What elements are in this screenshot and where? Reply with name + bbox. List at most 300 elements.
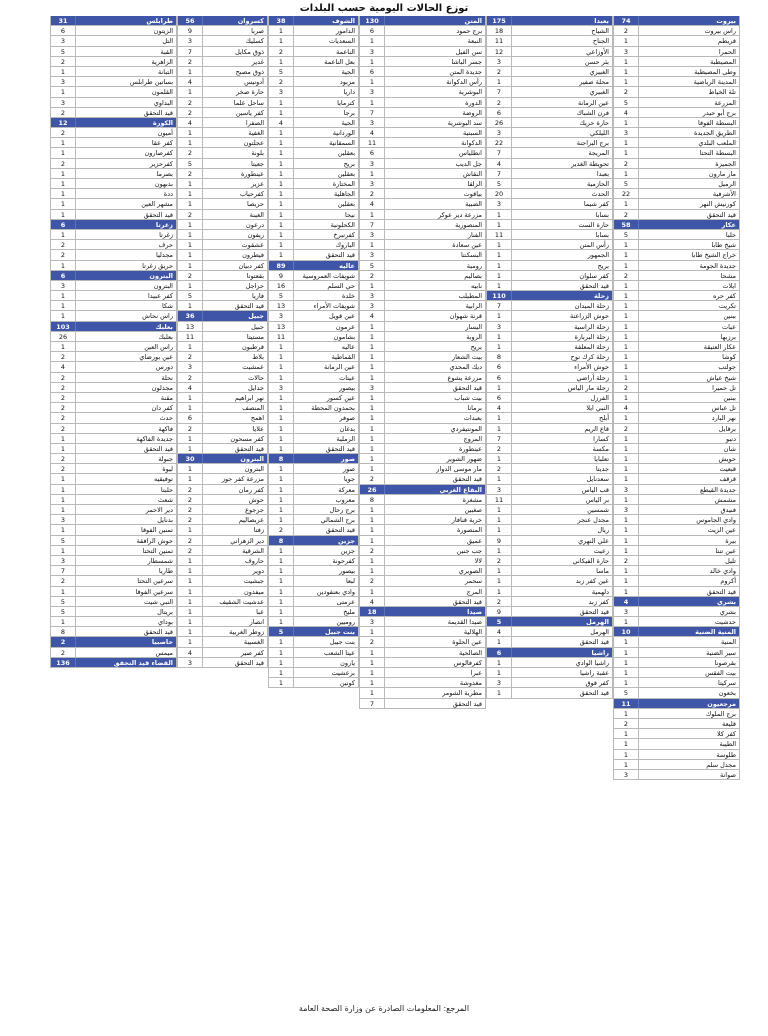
town-name: كفر ياسين (235, 108, 264, 117)
town-name: عبرا (470, 669, 482, 677)
town-name: عين سعادة (452, 241, 482, 250)
town-name: بئر حسن (584, 57, 609, 66)
town-count: 5 (269, 291, 294, 300)
town-name: قيد التحقق (325, 251, 355, 260)
town-count: 1 (360, 678, 385, 687)
table-row (359, 311, 486, 321)
town-name: مزبود (339, 78, 355, 87)
town-name: شمسطار (147, 556, 173, 565)
town-count: 1 (614, 576, 639, 585)
table-row (268, 250, 359, 260)
town-name: جزين (340, 546, 355, 555)
district-name: جبيل (248, 312, 264, 321)
town-count: 1 (269, 98, 294, 107)
town-count: 1 (614, 587, 639, 596)
town-count: 1 (51, 444, 76, 453)
table-row (50, 301, 177, 311)
table-row (268, 128, 359, 138)
town-count: 1 (269, 434, 294, 443)
town-name: بلونة (251, 149, 264, 158)
table-row (613, 485, 740, 495)
town-name: المرج (466, 587, 482, 596)
town-name: الصويري (458, 567, 482, 576)
town-count: 1 (178, 240, 203, 249)
town-count: 2 (614, 87, 639, 96)
table-row (50, 566, 177, 576)
town-name: الغينة (249, 210, 264, 219)
town-count: 1 (269, 189, 294, 198)
table-row (177, 250, 268, 260)
district-name: المنية الضنية (695, 628, 736, 637)
table-row (50, 291, 177, 301)
district-header-row (50, 271, 177, 281)
town-count: 1 (614, 77, 639, 86)
town-name: الحازمية (586, 180, 609, 188)
town-count: 11 (487, 495, 512, 504)
town-name: انصار (249, 618, 264, 627)
town-name: زوطر الغربية (229, 628, 264, 637)
town-name: حالات (248, 373, 264, 382)
town-name: المنية (721, 638, 736, 647)
town-name: نهر ابراهيم (234, 393, 264, 402)
town-name: بعبدا (596, 169, 609, 178)
town-name: يارون (340, 658, 355, 667)
table-row (613, 26, 740, 36)
table-row (177, 617, 268, 627)
town-count: 1 (269, 464, 294, 473)
table-row (50, 159, 177, 169)
town-count: 6 (487, 362, 512, 371)
town-name: بعلبك (158, 332, 173, 341)
town-count: 11 (178, 332, 203, 341)
town-name: حدث (159, 414, 173, 423)
town-count: 5 (269, 67, 294, 76)
town-name: المطيلب (458, 292, 482, 301)
town-count: 1 (178, 189, 203, 198)
town-count: 1 (360, 505, 385, 514)
table-row (613, 159, 740, 169)
table-row (50, 607, 177, 617)
town-name: سحمر (465, 577, 482, 586)
district-header-row (359, 16, 486, 26)
town-count: 6 (360, 26, 385, 35)
town-count: 2 (178, 485, 203, 494)
table-row (486, 495, 613, 505)
table-row (177, 515, 268, 525)
table-row (613, 362, 740, 372)
town-count: 1 (487, 342, 512, 351)
table-row (486, 250, 613, 260)
town-count: 5 (51, 607, 76, 616)
town-name: عين بورضاي (139, 353, 173, 362)
town-count: 11 (360, 138, 385, 147)
table-row (486, 98, 613, 108)
town-count: 3 (487, 57, 512, 66)
town-count: 2 (178, 98, 203, 107)
town-count: 1 (51, 525, 76, 534)
town-count: 1 (487, 688, 512, 697)
town-name: الطيبة (719, 740, 736, 749)
town-name: حريق زغرتا (142, 261, 173, 270)
town-name: قيد التحقق (143, 210, 173, 219)
town-count: 1 (178, 637, 203, 646)
town-count: 1 (614, 281, 639, 290)
district-header-row (486, 617, 613, 627)
district-count: 18 (360, 607, 385, 616)
town-count: 3 (487, 199, 512, 208)
town-name: تحويطة الغدير (571, 159, 609, 168)
district-count: 130 (360, 16, 385, 25)
town-count: 5 (614, 179, 639, 188)
town-name: عاليه (341, 343, 355, 351)
table-row (359, 271, 486, 281)
town-name: صغبين (464, 506, 482, 514)
town-name: التل (162, 37, 173, 46)
town-count: 1 (51, 311, 76, 320)
town-name: جبيل (251, 322, 264, 331)
town-name: الروضة (462, 108, 482, 117)
table-row (613, 57, 740, 67)
town-name: قيد التحقق (706, 587, 736, 596)
table-row (177, 373, 268, 383)
town-count: 1 (51, 505, 76, 514)
town-count: 5 (614, 688, 639, 697)
town-count: 1 (269, 220, 294, 229)
district-name: بنت جبيل (324, 628, 355, 637)
town-count: 2 (51, 128, 76, 137)
town-name: ميفدون (243, 587, 264, 596)
town-count: 1 (269, 393, 294, 402)
town-count: 1 (360, 556, 385, 565)
town-name: كفر زبد (588, 597, 609, 606)
town-count: 1 (360, 413, 385, 422)
town-name: بياقوت (463, 190, 482, 199)
table-row (50, 352, 177, 362)
town-name: برج رحال (329, 506, 355, 514)
district-header-row (268, 627, 359, 637)
town-count: 3 (360, 230, 385, 239)
page-title: توزع الحالات اليومية حسب البلدات (299, 3, 469, 14)
table-row (268, 648, 359, 658)
table-row (486, 474, 613, 484)
town-name: ذوق مكايل (235, 47, 264, 56)
town-name: عبا (256, 607, 264, 616)
town-count: 2 (360, 189, 385, 198)
table-row (486, 87, 613, 97)
town-name: حراجل (245, 281, 264, 290)
table-row (268, 67, 359, 77)
table-row (177, 128, 268, 138)
town-count: 1 (269, 210, 294, 219)
town-name: الغسيبة (243, 638, 264, 647)
town-name: المروج (463, 434, 482, 443)
town-name: حوش الأمراء (574, 363, 609, 372)
town-name: كفرنبرخ (333, 230, 355, 239)
town-name: الوردانية (332, 129, 355, 138)
table-row (613, 311, 740, 321)
table-row (486, 566, 613, 576)
district-name: عاليه (339, 261, 355, 270)
table-row (486, 393, 613, 403)
table-row (177, 98, 268, 108)
table-row (486, 485, 613, 495)
district-header-row (50, 658, 177, 668)
district-count: 11 (614, 699, 639, 708)
town-name: عشقوت (241, 241, 264, 250)
town-count: 3 (51, 515, 76, 524)
table-row (486, 128, 613, 138)
town-count: 5 (360, 261, 385, 270)
town-name: جسر الباشا (451, 57, 482, 66)
town-count: 1 (269, 373, 294, 382)
town-count: 8 (487, 352, 512, 361)
town-name: سرعين التحتا (137, 577, 173, 586)
town-count: 2 (51, 403, 76, 412)
town-name: عين الحلوة (452, 638, 482, 647)
town-name: قيد التحقق (143, 108, 173, 117)
table-row (268, 77, 359, 87)
table-row (359, 128, 486, 138)
town-name: كفر دان (151, 404, 173, 413)
town-name: بعل الناعمة (324, 57, 355, 66)
town-name: عمشيت (242, 363, 264, 372)
district-name: صيدا (467, 607, 482, 616)
table-row (268, 668, 359, 678)
table-row (177, 352, 268, 362)
town-name: ساحل علما (233, 98, 264, 107)
district-count: 4 (614, 597, 639, 606)
town-count: 3 (614, 770, 639, 779)
town-count: 2 (178, 495, 203, 504)
town-name: قيد التحقق (579, 689, 609, 698)
town-name: برمانا (467, 404, 482, 413)
town-count: 7 (178, 47, 203, 56)
district-header-row (50, 220, 177, 230)
town-name: صوانة (720, 770, 736, 779)
town-name: جدايل (248, 383, 264, 392)
town-name: بسابا (595, 210, 609, 219)
table-row (613, 770, 740, 780)
town-count: 1 (178, 199, 203, 208)
table-row (50, 230, 177, 240)
table-row (177, 189, 268, 199)
town-name: ايلات (722, 281, 736, 290)
town-count: 3 (51, 556, 76, 565)
town-count: 2 (51, 454, 76, 463)
town-name: روميين (336, 618, 355, 627)
district-name: الكورة (152, 118, 173, 127)
table-row (613, 179, 740, 189)
table-row (613, 210, 740, 220)
district-header-row (486, 16, 613, 26)
table-row (359, 424, 486, 434)
town-name: بيت الشعار (451, 353, 482, 362)
town-count: 3 (360, 291, 385, 300)
town-count: 1 (614, 373, 639, 382)
table-row (268, 597, 359, 607)
town-count: 1 (178, 566, 203, 575)
town-name: البترون (153, 281, 173, 290)
town-count: 2 (178, 546, 203, 555)
town-count: 1 (51, 67, 76, 76)
town-count: 1 (614, 301, 639, 310)
town-name: رعيت (593, 546, 609, 555)
town-name: برزبها (720, 332, 736, 341)
town-count: 3 (269, 383, 294, 392)
table-row (359, 77, 486, 87)
town-count: 1 (360, 403, 385, 412)
district-header-row (268, 454, 359, 464)
town-count: 1 (51, 148, 76, 157)
table-row (268, 607, 359, 617)
town-count: 1 (51, 474, 76, 483)
table-row (50, 474, 177, 484)
town-name: قرطبون (242, 343, 264, 351)
table-row (359, 352, 486, 362)
town-name: عينطورة (458, 444, 482, 453)
town-name: نهر البارد (711, 414, 736, 423)
table-row (50, 189, 177, 199)
town-count: 1 (51, 485, 76, 494)
town-name: ديك المحدي (449, 363, 482, 372)
town-name: مجدل عنجر (577, 516, 609, 525)
town-count: 3 (178, 36, 203, 45)
town-count: 2 (360, 576, 385, 585)
table-row (177, 36, 268, 46)
table-row (268, 240, 359, 250)
town-name: قيد التحقق (452, 699, 482, 708)
town-count: 1 (51, 342, 76, 351)
district-name: حاصبيا (151, 638, 173, 647)
town-name: أميون (157, 129, 173, 138)
town-count: 1 (178, 393, 203, 402)
town-name: طاريا (158, 567, 173, 576)
town-count: 4 (487, 403, 512, 412)
town-name: كفر شيما (583, 200, 609, 209)
town-name: مجدل سلم (706, 760, 736, 769)
table-row (486, 424, 613, 434)
town-name: جويا (343, 475, 355, 484)
source-note: المرجع: المعلومات الصادرة عن وزارة الصحة العامة (298, 1004, 470, 1013)
table-row (177, 301, 268, 311)
town-count: 1 (269, 597, 294, 606)
district-count: 2 (51, 637, 76, 646)
town-count: 4 (614, 108, 639, 117)
town-count: 1 (178, 617, 203, 626)
table-row (486, 220, 613, 230)
table-row (359, 159, 486, 169)
table-row (268, 148, 359, 158)
table-row (613, 434, 740, 444)
district-name: صور (340, 455, 355, 464)
table-row (177, 627, 268, 637)
town-name: الزاهرية (151, 57, 173, 66)
table-row (50, 434, 177, 444)
town-count: 2 (614, 556, 639, 565)
table-column (50, 16, 177, 668)
district-name: بيروت (716, 17, 736, 25)
table-row (177, 658, 268, 668)
table-row (486, 118, 613, 128)
town-count: 8 (51, 627, 76, 636)
table-row (613, 474, 740, 484)
town-count: 2 (178, 352, 203, 361)
district-name: البقاع الغربي (439, 485, 482, 494)
town-name: لبعا (345, 577, 355, 586)
town-count: 1 (269, 678, 294, 687)
table-row (177, 342, 268, 352)
town-name: زحلة أراضي (576, 373, 609, 382)
table-row (359, 658, 486, 668)
table-row (359, 57, 486, 67)
town-name: المختارة (332, 180, 355, 188)
table-row (613, 648, 740, 658)
table-row (177, 464, 268, 474)
town-count: 1 (51, 138, 76, 147)
town-name: عدشيت الشقيف (219, 597, 264, 606)
town-count: 3 (360, 383, 385, 392)
town-name: كفر رمان (238, 485, 264, 494)
town-name: حارة صخر (236, 88, 264, 97)
table-row (50, 515, 177, 525)
town-count: 8 (360, 495, 385, 504)
table-row (177, 485, 268, 495)
town-count: 1 (51, 587, 76, 596)
town-name: فاكهة (158, 424, 173, 433)
town-name: شكا (161, 302, 173, 311)
district-name: طرابلس (146, 17, 173, 25)
town-name: الجميزة (715, 159, 736, 168)
town-count: 1 (360, 566, 385, 575)
town-name: نحلة (161, 373, 173, 382)
town-name: طلوسة (716, 750, 736, 759)
town-name: مطرية الشومر (442, 689, 482, 698)
town-count: 1 (269, 413, 294, 422)
town-name: ضهور الشوير (446, 455, 482, 464)
town-count: 1 (614, 322, 639, 331)
town-count: 1 (51, 169, 76, 178)
table-row (50, 464, 177, 474)
town-count: 1 (178, 301, 203, 310)
town-name: ذوق مصبح (235, 67, 264, 76)
town-count: 2 (360, 474, 385, 483)
town-name: زحلة الميدان (574, 302, 609, 311)
table-row (268, 281, 359, 291)
town-name: الرميل (718, 180, 736, 188)
district-count: 8 (269, 454, 294, 463)
district-count: 5 (269, 627, 294, 636)
table-row (613, 424, 740, 434)
district-header-row (50, 16, 177, 26)
town-count: 1 (614, 760, 639, 769)
table-row (177, 199, 268, 209)
town-count: 2 (178, 515, 203, 524)
town-name: بسابا (595, 230, 609, 239)
town-name: برعشيت (331, 669, 355, 677)
table-row (613, 750, 740, 760)
table-row (268, 199, 359, 209)
table-row (50, 281, 177, 291)
table-row (359, 495, 486, 505)
town-name: شمسين (587, 506, 609, 514)
town-count: 3 (487, 322, 512, 331)
town-count: 1 (614, 658, 639, 667)
town-count: 1 (614, 434, 639, 443)
town-count: 5 (614, 98, 639, 107)
table-row (359, 617, 486, 627)
district-name: جزين (337, 536, 355, 545)
town-name: مكسة (592, 444, 609, 453)
